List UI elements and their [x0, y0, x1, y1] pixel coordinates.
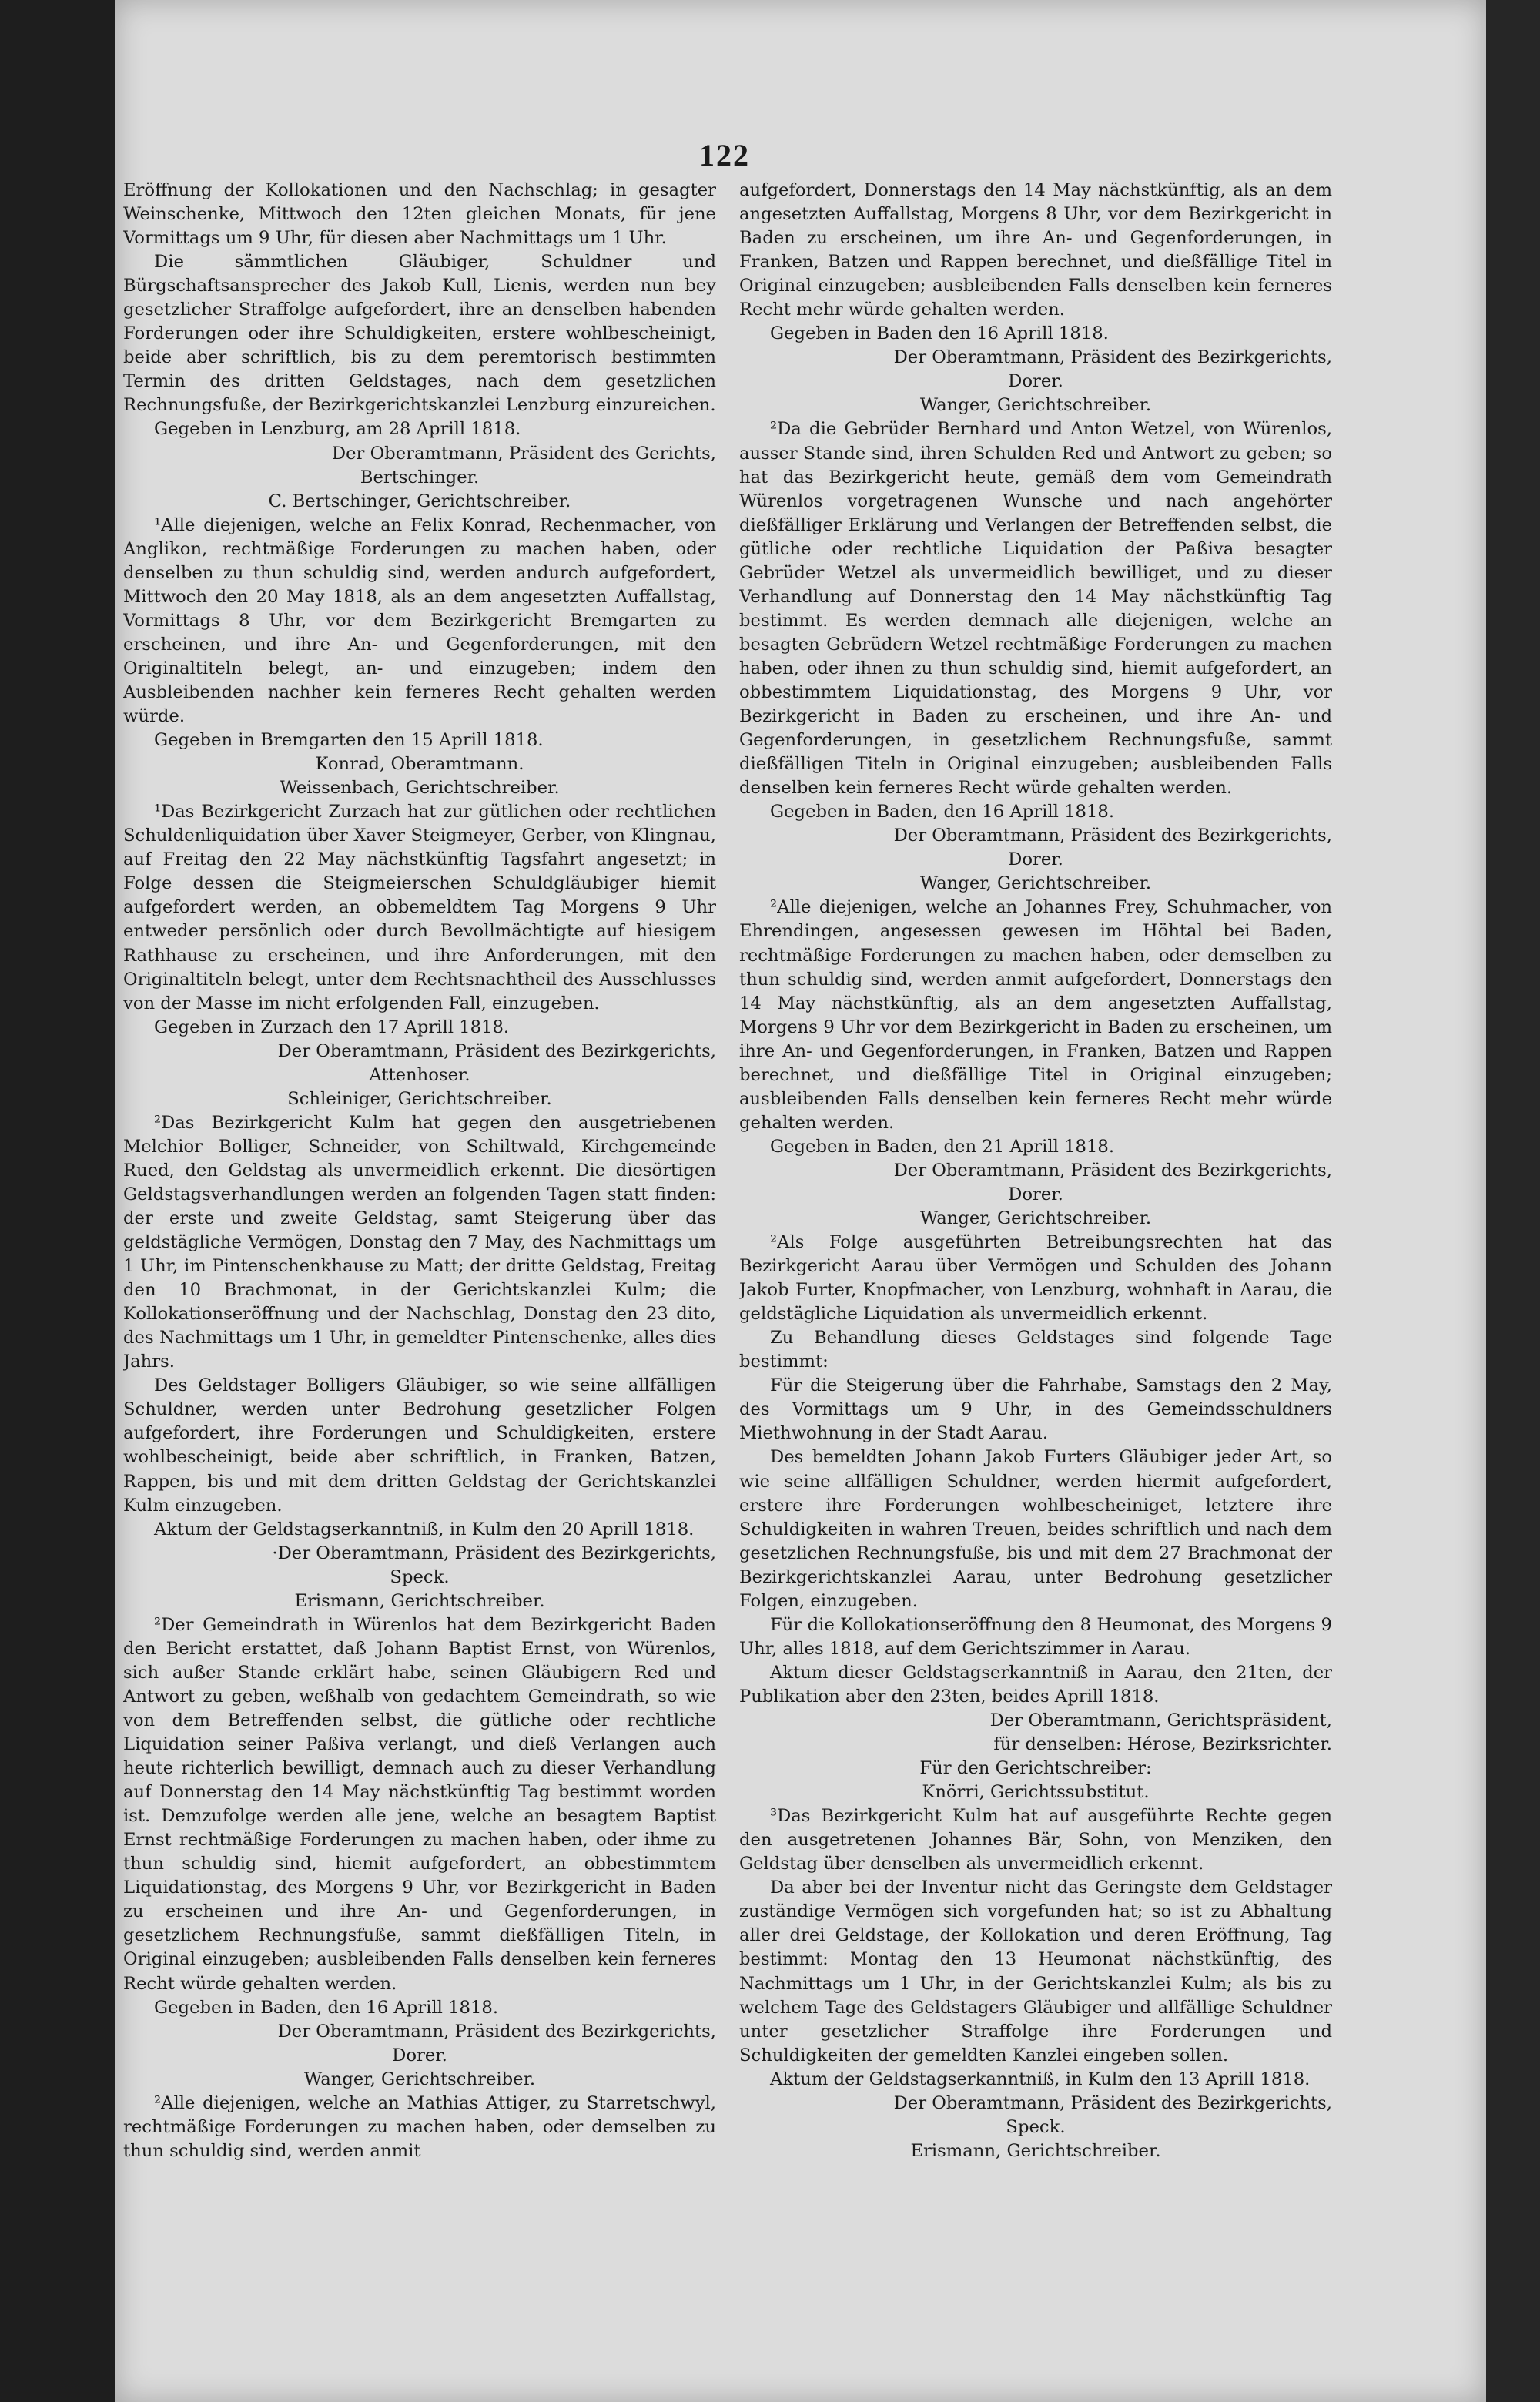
paragraph: Dorer. — [1008, 371, 1063, 392]
paragraph: Konrad, Oberamtmann. — [315, 754, 524, 775]
paragraph: Des bemeldten Johann Jakob Furters Gläubiger jeder Art, so wie seine allfälligen Schuldner, werden hiermit aufgefordert, erstere ihre Forderungen wohlbescheiniget, letztere ihre Schuldigkeiten in wahren Treuen, beides schriftlich und nach dem gesetzlichen Rechnungsfuße, bis und mit dem 27 Brachmonat der Bezirkgerichtskanzlei Aarau, unter Bedrohung gesetzlicher Folgen, einzugeben. — [739, 1447, 1332, 1611]
paragraph: ²Als Folge ausgeführten Betreibungsrechten hat das Bezirkgericht Aarau über Vermögen und Schulden des Johann Jakob Furter, Knopfmacher, von Lenzburg, wohnhaft in Aarau, die geldstägliche Liquidation als unvermeidlich erkennt. — [739, 1232, 1332, 1325]
paragraph: Der Oberamtmann, Präsident des Bezirkgerichts, — [893, 1160, 1332, 1181]
paragraph: ²Das Bezirkgericht Kulm hat gegen den ausgetriebenen Melchior Bolliger, Schneider, von Schiltwald, Kirchgemeinde Rued, den Geldstag als unvermeidlich erkennt. Die diesörtigen Geldstagsverhandlungen werden an folgenden Tagen statt finden: der erste und zweite Geldstag, samt Steigerung über das geldstägliche Vermögen, Donstag den 7 May, des Nachmittags um 1 Uhr, im Pintenschenkhause zu Matt; der dritte Geldstag, Freitag den 10 Brachmonat, in der Gerichtskanzlei Kulm; die Kollokationseröffnung und der Nachschlag, Donstag den 23 dito, des Nachmittags um 1 Uhr, in gemeldter Pintenschenke, alles dies Jahrs. — [123, 1112, 716, 1372]
paragraph: Wanger, Gerichtschreiber. — [303, 2069, 536, 2089]
right-column — [739, 179, 1332, 2273]
paragraph: Zu Behandlung dieses Geldstages sind folgende Tage bestimmt: — [739, 1328, 1332, 1372]
paragraph: Schleiniger, Gerichtschreiber. — [287, 1088, 552, 1109]
paragraph: ²Da die Gebrüder Bernhard und Anton Wetzel, von Würenlos, ausser Stande sind, ihren Schulden Red und Antwort zu geben; so hat das Bezirkgericht heute, gemäß dem vom Gemeindrath Würenlos vorgetragenen Wunsche und nach angehörter dießfälliger Erklärung und Verlangen der Betreffenden selbst, die gütliche oder rechtliche Liquidation der Paßiva besagter Gebrüder Wetzel als unvermeidlich bewilliget, und zu dieser Verhandlung auf Donnerstag den 14 May nächstkünftig Tag bestimmt. Es werden demnach alle diejenigen, welche an besagten Gebrüdern Wetzel rechtmäßige Forderungen zu machen haben, oder ihnen zu thun schuldig sind, hiemit aufgefordert, an obbestimmtem Liquidationstag, des Morgens 9 Uhr, vor Bezirkgericht in Baden zu erscheinen, und ihre An- und Gegenforderungen, in gesetzlichem Rechnungsfuße, sammt dießfälligen Titeln in Original einzugeben; ausbleibenden Falls denselben kein ferneres Recht würde gehalten werden. — [739, 419, 1332, 799]
paragraph: Der Oberamtmann, Präsident des Bezirkgerichts, — [277, 2021, 716, 2042]
paragraph: Dorer. — [1008, 849, 1063, 870]
paragraph: Aktum dieser Geldstagserkanntniß in Aarau, den 21ten, der Publikation aber den 23ten, beides Aprill 1818. — [739, 1662, 1332, 1707]
paragraph: Speck. — [390, 1566, 450, 1587]
paragraph: Attenhoser. — [369, 1064, 470, 1085]
paragraph: Wanger, Gerichtschreiber. — [919, 1208, 1152, 1229]
paragraph: Eröffnung der Kollokationen und den Nachschlag; in gesagter Weinschenke, Mittwoch den 12ten gleichen Monats, für jene Vormittags um 9 Uhr, für diesen aber Nachmittags um 1 Uhr. — [123, 180, 716, 249]
left-page-edge — [0, 0, 116, 2402]
paragraph: Gegeben in Baden, den 16 Aprill 1818. — [154, 1997, 499, 2018]
paragraph: Aktum der Geldstagserkanntniß, in Kulm den 13 Aprill 1818. — [770, 2069, 1311, 2089]
paragraph: Dorer. — [1008, 1184, 1063, 1204]
paragraph: Für die Kollokationseröffnung den 8 Heumonat, des Morgens 9 Uhr, alles 1818, auf dem Gerichtszimmer in Aarau. — [739, 1614, 1332, 1659]
paragraph: Wanger, Gerichtschreiber. — [919, 873, 1152, 894]
right-page-edge — [1486, 0, 1540, 2402]
paragraph: Der Oberamtmann, Präsident des Bezirkgerichts, — [893, 2092, 1332, 2113]
paragraph: Erismann, Gerichtschreiber. — [910, 2140, 1161, 2161]
paragraph: Gegeben in Baden den 16 Aprill 1818. — [770, 323, 1109, 344]
paragraph: Der Oberamtmann, Präsident des Bezirkgerichts, — [893, 826, 1332, 846]
paragraph: Für den Gerichtschreiber: — [919, 1758, 1152, 1779]
paragraph: Der Oberamtmann, Präsident des Bezirkgerichts, — [893, 347, 1332, 368]
paragraph: ²Der Gemeindrath in Würenlos hat dem Bezirkgericht Baden den Bericht erstattet, daß Johann Baptist Ernst, von Würenlos, sich außer Stande erklärt habe, seinen Gläubigern Red und Antwort zu geben, weßhalb von gedachtem Gemeindrath, so wie von dem Betreffenden selbst, die gütliche oder rechtliche Liquidation seiner Paßiva verlangt, und dieß Verlangen auch heute richterlich bewilligt, demnach auch zu dieser Verhandlung auf Donnerstag den 14 May nächstkünftig Tag bestimmt worden ist. Demzufolge werden alle jene, welche an besagtem Baptist Ernst rechtmäßige Forderungen zu machen haben, oder ihme zu thun schuldig sind, hiemit aufgefordert, an obbestimmtem Liquidationstag, des Morgens 9 Uhr, vor Bezirkgericht in Baden zu erscheinen und ihre An- und Gegenforderungen, in gesetzlichem Rechnungsfuße, sammt dießfälligen Titeln, in Original einzugeben; ausbleibenden Falls denselben kein ferneres Recht würde gehalten werden. — [123, 1614, 716, 1994]
paragraph: Gegeben in Baden, den 16 Aprill 1818. — [770, 802, 1115, 822]
paragraph: Knörri, Gerichtssubstitut. — [922, 1782, 1150, 1803]
paragraph: Da aber bei der Inventur nicht das Geringste dem Geldstager zuständige Vermögen sich vorgefunden hat; so ist zu Abhaltung aller drei Geldstage, der Kollokation und deren Eröffnung, Tag bestimmt: Montag den 13 Heumonat nächstkünftig, des Nachmittags um 1 Uhr, in der Gerichtskanzlei Kulm; als bis zu welchem Tage des Geldstagers Gläubiger und allfällige Schuldner unter gesetzlicher Straffolge ihre Forderungen und Schuldigkeiten der gemeldten Kanzlei eingeben sollen. — [739, 1878, 1332, 2065]
paragraph: Bertschinger. — [360, 467, 480, 487]
paragraph: Gegeben in Bremgarten den 15 Aprill 1818. — [154, 730, 544, 751]
paragraph: Gegeben in Zurzach den 17 Aprill 1818. — [154, 1017, 510, 1037]
paragraph: Der Oberamtmann, Präsident des Bezirkgerichts, — [277, 1040, 716, 1061]
paragraph: Gegeben in Baden, den 21 Aprill 1818. — [770, 1136, 1115, 1157]
paragraph: Weissenbach, Gerichtschreiber. — [280, 778, 560, 799]
paragraph: Speck. — [1006, 2116, 1066, 2137]
paragraph: Gegeben in Lenzburg, am 28 Aprill 1818. — [154, 419, 521, 440]
paragraph: ¹Alle diejenigen, welche an Felix Konrad, Rechenmacher, von Anglikon, rechtmäßige Forderungen zu machen haben, oder denselben zu thun schuldig sind, werden andurch aufgefordert, Mittwoch den 20 May 1818, als an dem angesetzten Auffallstag, Vormittags 8 Uhr, vor dem Bezirkgericht Bremgarten zu erscheinen, und ihre An- und Gegenforderungen, mit den Originaltiteln belegt, an- und einzugeben; indem den Ausbleibenden nachher kein ferneres Recht gehalten werden würde. — [123, 514, 716, 727]
paragraph: Des Geldstager Bolligers Gläubiger, so wie seine allfälligen Schuldner, werden unter Bedrohung gesetzlicher Folgen aufgefordert, ihre Forderungen und Schuldigkeiten, erstere wohlbescheinigt, beide aber schriftlich, in Franken, Batzen, Rappen, bis und mit dem dritten Geldstag der Gerichtskanzlei Kulm einzugeben. — [123, 1375, 716, 1516]
left-column — [123, 179, 716, 2273]
paragraph: Der Oberamtmann, Gerichtspräsident, — [989, 1710, 1332, 1730]
paragraph: Erismann, Gerichtschreiber. — [294, 1590, 545, 1611]
paragraph: Wanger, Gerichtschreiber. — [919, 395, 1152, 416]
paragraph: C. Bertschinger, Gerichtschreiber. — [268, 491, 571, 511]
paragraph: Die sämmtlichen Gläubiger, Schuldner und Bürgschaftsansprecher des Jakob Kull, Lienis, werden nun bey gesetzlicher Straffolge aufgefordert, ihre an denselben habenden Forderungen oder ihre Schuldigkeiten, erstere wohlbescheinigt, beide aber schriftlich, bis zu dem peremtorisch bestimmten Termin des dritten Geldstages, nach dem gesetzlichen Rechnungsfuße, der Bezirkgerichtskanzlei Lenzburg einzureichen. — [123, 252, 716, 416]
paragraph: Für die Steigerung über die Fahrhabe, Samstags den 2 May, des Vormittags um 9 Uhr, in des Gemeindsschuldners Miethwohnung in der Stadt Aarau. — [739, 1375, 1332, 1444]
paragraph: ¹Das Bezirkgericht Zurzach hat zur gütlichen oder rechtlichen Schuldenliquidation über Xaver Steigmeyer, Gerber, von Klingnau, auf Freitag den 22 May nächstkünftig Tagsfahrt angesetzt; in Folge dessen die Steigmeierschen Schuldgläubiger hiemit aufgefordert werden, an obbemeldtem Tag Morgens 9 Uhr entweder persönlich oder durch Bevollmächtigte auf hiesigem Rathhause zu erscheinen, und ihre Anforderungen, mit den Originaltiteln belegt, unter dem Rechtsnachtheil des Ausschlusses von der Masse im nicht erfolgenden Fall, einzugeben. — [123, 802, 716, 1013]
page-number: 122 — [699, 138, 750, 173]
paragraph: ²Alle diejenigen, welche an Mathias Attiger, zu Starretschwyl, rechtmäßige Forderungen zu machen haben, oder demselben zu thun schuldig sind, werden anmit — [123, 2092, 716, 2161]
paragraph: ·Der Oberamtmann, Präsident des Bezirkgerichts, — [272, 1543, 716, 1563]
paragraph: Dorer. — [392, 2045, 447, 2065]
paragraph: Der Oberamtmann, Präsident des Gerichts, — [331, 443, 716, 464]
paragraph: ²Alle diejenigen, welche an Johannes Frey, Schuhmacher, von Ehrendingen, angesessen gewesen im Höhtal bei Baden, rechtmäßige Forderungen zu machen haben, oder demselben zu thun schuldig sind, werden anmit aufgefordert, Donnerstags den 14 May nächstkünftig, als an dem angesetzten Auffallstag, Morgens 9 Uhr vor dem Bezirkgericht in Baden zu erscheinen, um ihre An- und Gegenforderungen, in Franken, Batzen und Rappen berechnet, und dießfällige Titel in Original einzugeben; ausbleibenden Falls denselben kein ferneres Recht mehr würde gehalten werden. — [739, 897, 1332, 1133]
paragraph: Aktum der Geldstagserkanntniß, in Kulm den 20 Aprill 1818. — [154, 1519, 695, 1539]
paragraph: aufgefordert, Donnerstags den 14 May nächstkünftig, als an dem angesetzten Auffallstag, Morgens 8 Uhr, vor dem Bezirkgericht in Baden zu erscheinen, um ihre An- und Gegenforderungen, in Franken, Batzen und Rappen berechnet, und dießfällige Titel in Original einzugeben; ausbleibenden Falls denselben kein ferneres Recht mehr würde gehalten werden. — [739, 180, 1332, 320]
paragraph: für denselben: Hérose, Bezirksrichter. — [993, 1734, 1332, 1755]
paragraph: ³Das Bezirkgericht Kulm hat auf ausgeführte Rechte gegen den ausgetretenen Johannes Bär, Sohn, von Menziken, den Geldstag über denselben als unvermeidlich erkennt. — [739, 1806, 1332, 1874]
